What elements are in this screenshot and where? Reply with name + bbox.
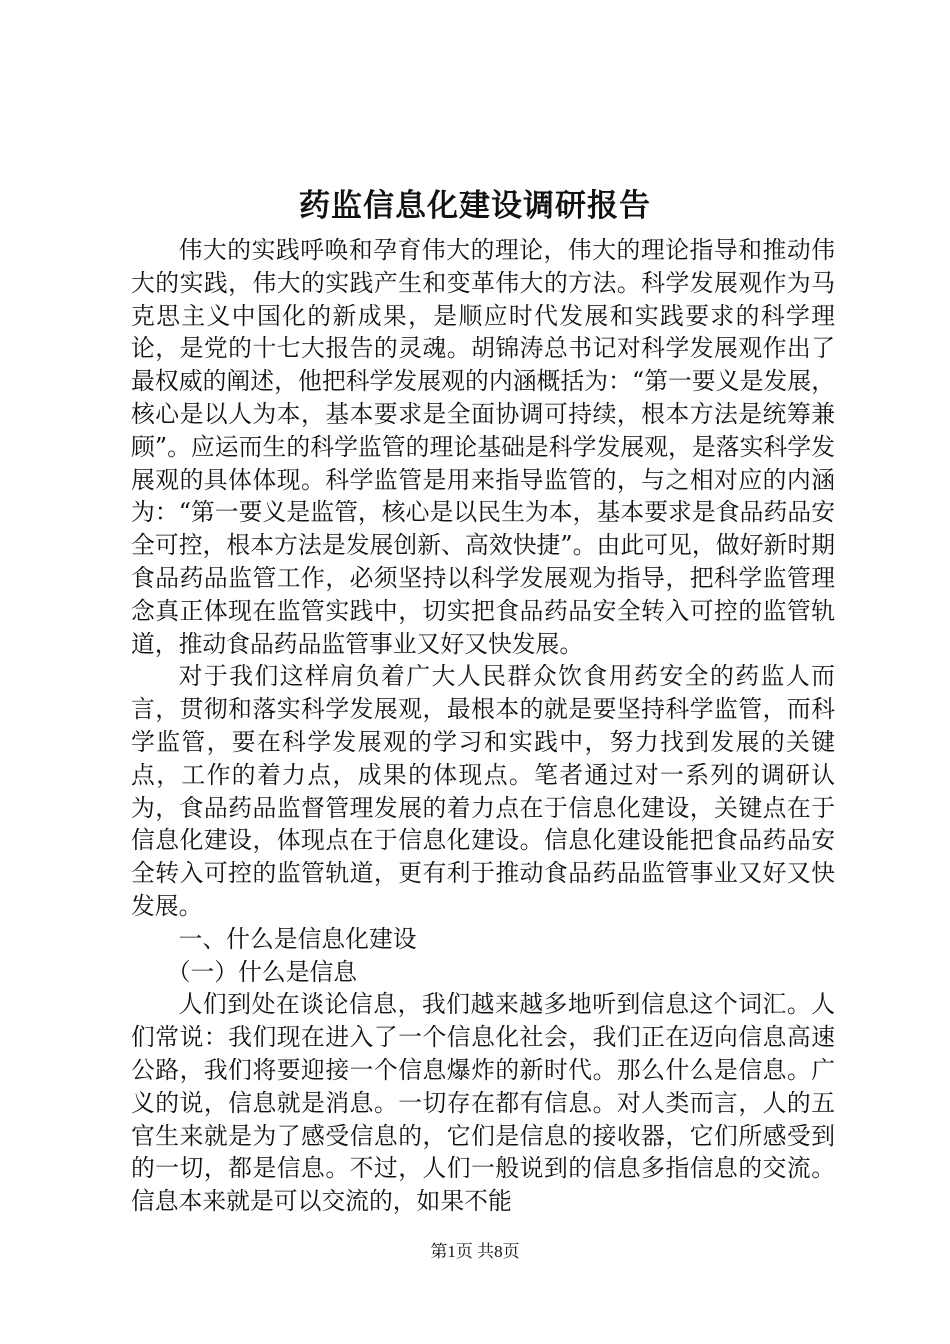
page-number-footer: 第1页 共8页 bbox=[430, 1242, 520, 1261]
body-paragraph: 对于我们这样肩负着广大人民群众饮食用药安全的药监人而言，贯彻和落实科学发展观，最根本的就是要坚持科学监管，而科学监管，要在科学发展观的学习和实践中，努力找到发展的关键点，工作的着力点，成果的体现点。笔者通过对一系列的调研认为，食品药品监督管理发展的着力点在于信息化建设，关键点在于信息化建设，体现点在于信息化建设。信息化建设能把食品药品安全转入可控的监管轨道，更有利于推动食品药品监管事业又好又快发展。 bbox=[131, 662, 835, 920]
document-title: 药监信息化建设调研报告 bbox=[299, 188, 651, 224]
body-paragraph: 人们到处在谈论信息，我们越来越多地听到信息这个词汇。人们常说：我们现在进入了一个信息化社会，我们正在迈向信息高速公路，我们将要迎接一个信息爆炸的新时代。那么什么是信息。广义的说，信息就是消息。一切存在都有信息。对人类而言，人的五官生来就是为了感受信息的，它们是信息的接收器，它们所感受到的一切，都是信息。不过，人们一般说到的信息多指信息的交流。信息本来就是可以交流的，如果不能 bbox=[131, 990, 835, 1216]
body-paragraph: 伟大的实践呼唤和孕育伟大的理论，伟大的理论指导和推动伟大的实践，伟大的实践产生和变革伟大的方法。科学发展观作为马克思主义中国化的新成果，是顺应时代发展和实践要求的科学理论，是党的十七大报告的灵魂。胡锦涛总书记对科学发展观作出了最权威的阐述，他把科学发展观的内涵概括为：“第一要义是发展，核心是以人为本，基本要求是全面协调可持续，根本方法是统筹兼顾”。应运而生的科学监管的理论基础是科学发展观，是落实科学发展观的具体体现。科学监管是用来指导监管的，与之相对应的内涵为：“第一要义是监管，核心是以民生为本，基本要求是食品药品安全可控，根本方法是发展创新、高效快捷”。由此可见，做好新时期食品药品监管工作，必须坚持以科学发展观为指导，把科学监管理念真正体现在监管实践中，切实把食品药品安全转入可控的监管轨道，推动食品药品监管事业又好又快发展。 bbox=[131, 236, 835, 658]
subsection-heading: （一）什么是信息 bbox=[166, 957, 358, 986]
section-heading: 一、什么是信息化建设 bbox=[178, 924, 417, 953]
document-body bbox=[131, 234, 835, 1218]
